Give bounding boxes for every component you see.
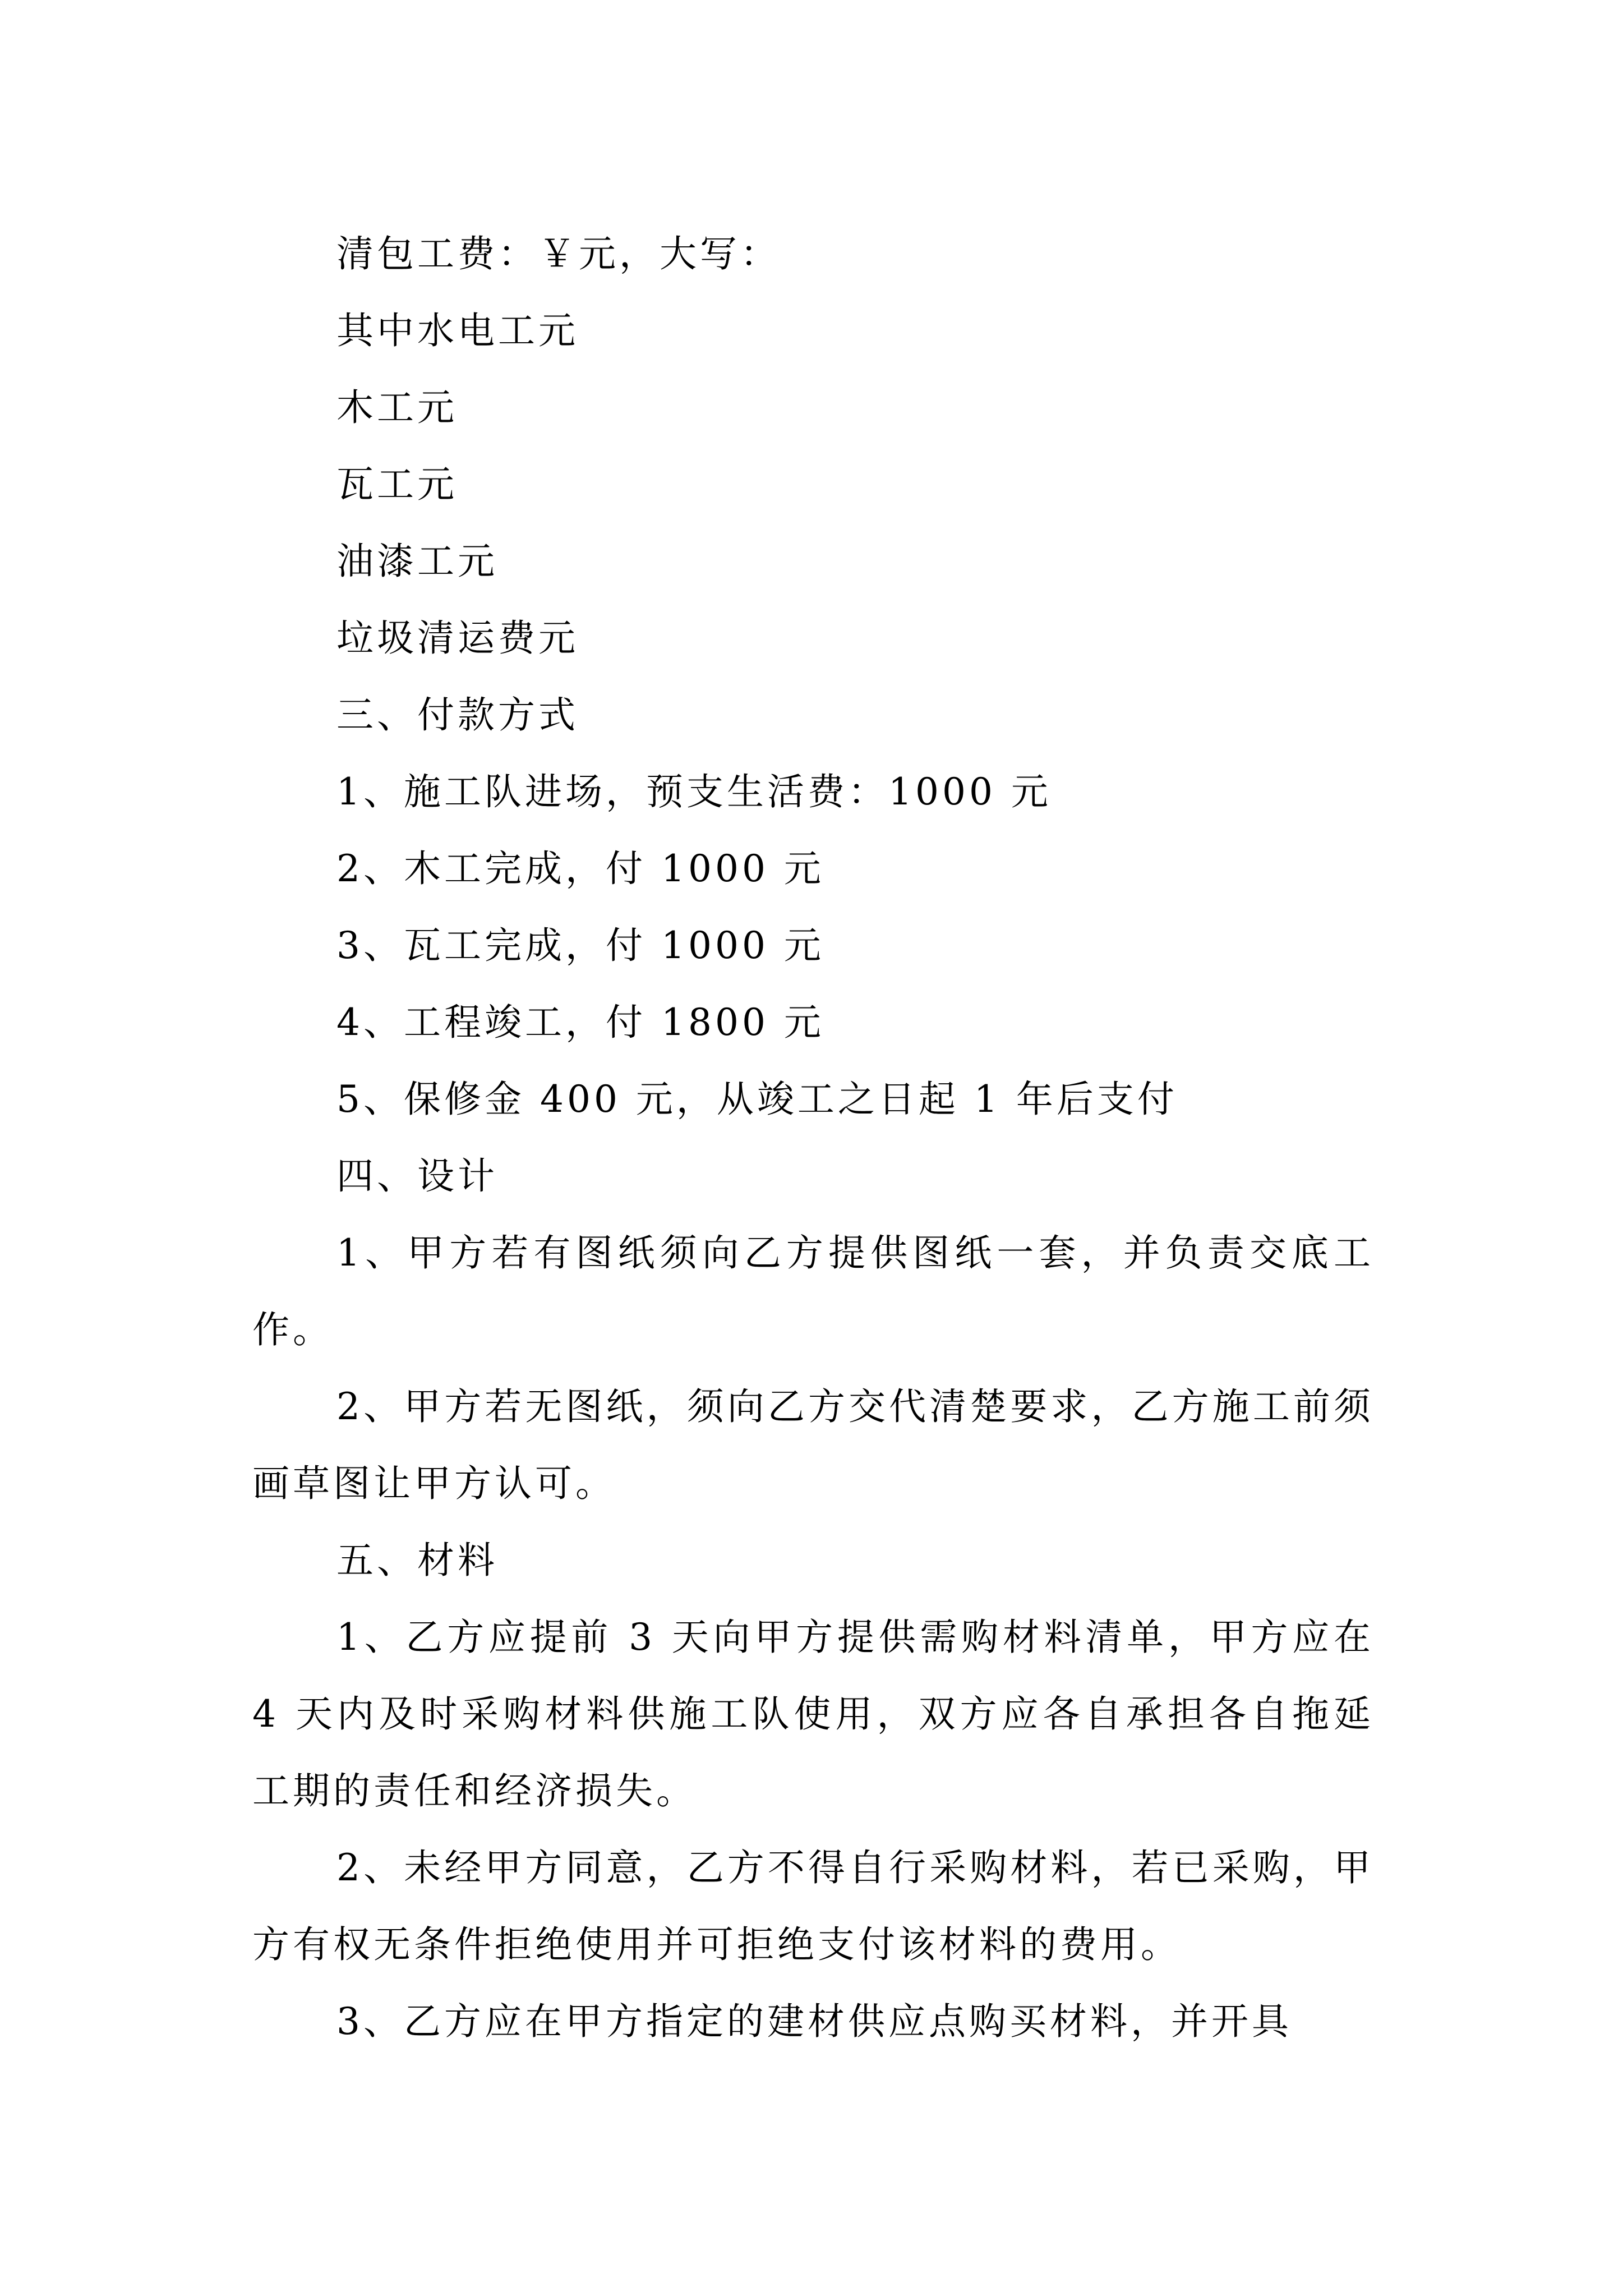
tiling-fee-line: 瓦工元 [336, 463, 458, 506]
materials-clause-1: 1、乙方应提前 3 天向甲方提供需购材料清单，甲方应在 4 天内及时采购材料供施工队使用，双方应各自承担各自拖延工期的责任和经济损失。 [252, 1616, 1374, 1812]
design-clause-2: 2、甲方若无图纸，须向乙方交代清楚要求，乙方施工前须画草图让甲方认可。 [252, 1385, 1374, 1505]
plumbing-electrical-fee-line: 其中水电工元 [336, 309, 579, 352]
labor-fee-line: 清包工费：￥元，大写： [336, 232, 781, 275]
waste-removal-fee-line: 垃圾清运费元 [336, 616, 579, 660]
materials-clause-2: 2、未经甲方同意，乙方不得自行采购材料，若已采购，甲方有权无条件拒绝使用并可拒绝支付该材料的费用。 [252, 1846, 1374, 1966]
payment-item: 5、保修金 400 元，从竣工之日起 1 年后支付 [336, 1078, 1178, 1121]
section-heading-design: 四、设计 [336, 1154, 498, 1198]
materials-clause-3: 3、乙方应在甲方指定的建材供应点购买材料，并开具 [336, 2000, 1292, 2043]
carpentry-fee-line: 木工元 [336, 386, 458, 429]
section-heading-materials: 五、材料 [336, 1539, 498, 1582]
design-clause-1: 1、甲方若有图纸须向乙方提供图纸一套，并负责交底工作。 [252, 1231, 1374, 1351]
payment-item: 1、施工队进场，预支生活费：1000 元 [336, 770, 1052, 813]
payment-item: 4、工程竣工，付 1800 元 [336, 1001, 824, 1044]
payment-item: 3、瓦工完成，付 1000 元 [336, 924, 824, 967]
section-heading-payment: 三、付款方式 [336, 693, 579, 737]
payment-item: 2、木工完成，付 1000 元 [336, 847, 824, 890]
painting-fee-line: 油漆工元 [336, 540, 498, 583]
document-body [252, 215, 1374, 2060]
